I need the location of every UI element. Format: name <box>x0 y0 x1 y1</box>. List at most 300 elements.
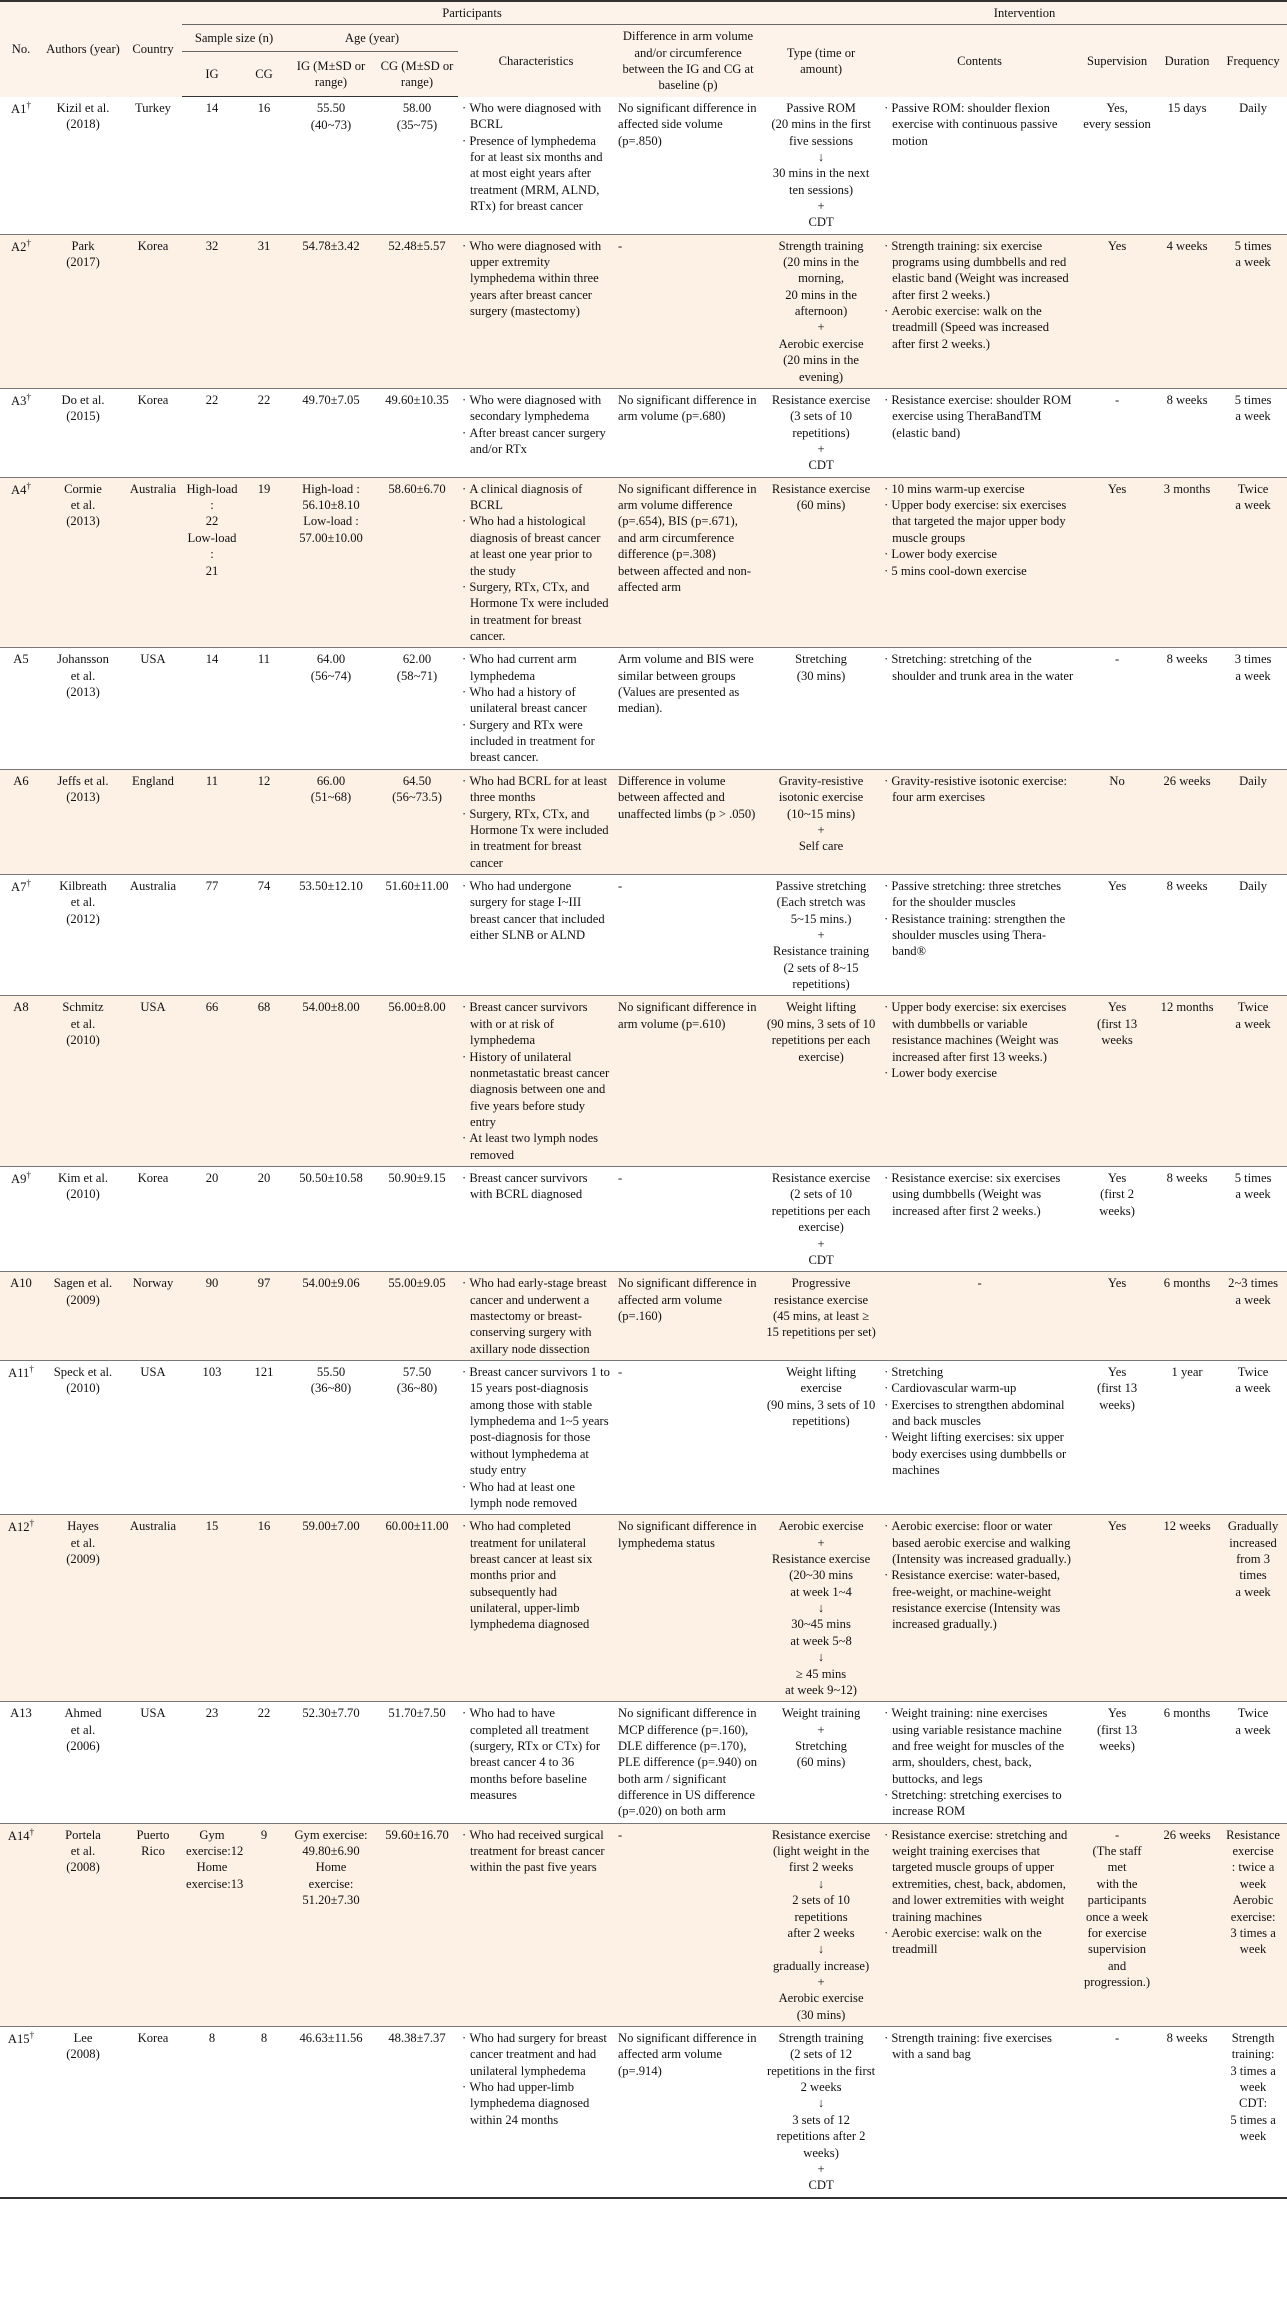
difference-cell <box>614 388 762 477</box>
type-cell <box>762 477 880 648</box>
text-line: CDT <box>808 2178 834 2193</box>
bullet-item: · Lower body exercise <box>884 1065 1075 1081</box>
authors-cell <box>42 996 124 1167</box>
text-line: + <box>817 1722 825 1737</box>
text-line: 16 <box>257 1519 271 1534</box>
text-line: 66.00 <box>316 773 346 788</box>
text-line: Self care <box>798 839 844 854</box>
contents-cell <box>880 97 1079 234</box>
text-line: ≥ 45 mins <box>795 1666 847 1681</box>
header-intervention: Intervention <box>762 1 1287 25</box>
text-line: (first 13 <box>1096 1722 1138 1737</box>
dagger-mark: † <box>26 237 31 248</box>
text-line: + <box>817 2161 825 2176</box>
header-age: Age (year) <box>286 25 458 52</box>
study-no-cell <box>0 1823 42 2026</box>
text-line: exercise: <box>1230 1909 1276 1924</box>
text-line: 56.00±8.00 <box>388 1000 446 1015</box>
text-line: - <box>618 1365 623 1380</box>
text-line: ↓ <box>817 1650 825 1665</box>
text-line: Jeffs et al. <box>57 773 109 788</box>
text-line: England <box>132 773 174 788</box>
text-line: Korea <box>137 392 169 407</box>
bullet-item: · Who were diagnosed with upper extremity lymphedema within three years after breast cancer surgery (mastectomy) <box>462 238 610 320</box>
duration-cell <box>1155 648 1219 770</box>
contents-cell <box>880 388 1079 477</box>
text-line: High-load : <box>186 481 238 513</box>
text-line: 50.50±10.58 <box>299 1171 363 1186</box>
text-line: Lee <box>73 2031 93 2046</box>
bullet-item: · Breast cancer survivors with or at risk of lymphedema <box>462 999 610 1048</box>
ig-age-cell <box>286 234 376 388</box>
bullet-item: · Surgery, RTx, CTx, and Hormone Tx were included in treatment for breast cancer <box>462 806 610 871</box>
text-line: (60 mins) <box>796 1755 846 1770</box>
frequency-cell <box>1219 97 1287 234</box>
authors-cell <box>42 769 124 874</box>
study-no-cell <box>0 1361 42 1515</box>
text-line: 97 <box>257 1276 271 1291</box>
supervision-cell <box>1079 1702 1155 1824</box>
dagger-mark: † <box>26 99 31 110</box>
text-line: Daily <box>1239 878 1268 893</box>
text-line: 62.00 <box>402 652 432 667</box>
text-line: (Each stretch was 5~15 mins.) <box>776 895 866 926</box>
text-line: 3 times a <box>1230 1925 1276 1940</box>
text-line: Kizil et al. <box>56 100 110 115</box>
contents-cell <box>880 2027 1079 2198</box>
ig-sample-cell <box>182 1361 242 1515</box>
text-line: 59.00±7.00 <box>302 1519 360 1534</box>
study-no-cell <box>0 1702 42 1824</box>
dagger-mark: † <box>26 877 31 888</box>
study-no-cell <box>0 648 42 770</box>
study-no: A14 <box>7 1828 30 1843</box>
cg-age-cell <box>376 769 458 874</box>
text-line: Home <box>315 1860 347 1875</box>
text-line: (35~75) <box>396 117 438 132</box>
table-row <box>0 1515 1287 1702</box>
text-line: 9 <box>260 1827 268 1842</box>
bullet-item: · Strength training: six exercise programs using dumbbells and red elastic band (Weight was increased after first 2 weeks.) <box>884 238 1075 303</box>
text-line: Twice <box>1237 1365 1269 1380</box>
bullet-item: · Stretching: stretching exercises to increase ROM <box>884 1787 1075 1820</box>
cg-sample-cell <box>242 1515 286 1702</box>
text-line: ↓ <box>817 2096 825 2111</box>
study-no: A7 <box>11 880 27 895</box>
type-cell <box>762 996 880 1167</box>
duration-cell <box>1155 769 1219 874</box>
cg-age-cell <box>376 388 458 477</box>
cg-sample-cell <box>242 1167 286 1272</box>
characteristics-cell <box>458 874 614 996</box>
text-line: (2010) <box>66 1187 100 1202</box>
text-line: weeks <box>1101 1033 1133 1048</box>
text-line: 14 <box>205 652 219 667</box>
text-line: and <box>1107 1958 1127 1973</box>
text-line: ↓ <box>817 1601 825 1616</box>
difference-cell <box>614 2027 762 2198</box>
authors-cell <box>42 1272 124 1361</box>
frequency-cell <box>1219 477 1287 648</box>
text-line: Twice <box>1237 1000 1269 1015</box>
study-no-cell <box>0 1167 42 1272</box>
text-line: a week <box>1235 409 1271 424</box>
cg-age-cell <box>376 97 458 234</box>
authors-cell <box>42 234 124 388</box>
text-line: (36~80) <box>396 1381 438 1396</box>
text-line: Australia <box>129 1519 177 1534</box>
text-line: (58~71) <box>396 668 438 683</box>
frequency-cell <box>1219 1515 1287 1702</box>
text-line: + <box>817 198 825 213</box>
bullet-item: · Stretching <box>884 1364 1075 1380</box>
cg-sample-cell <box>242 874 286 996</box>
text-line: progression.) <box>1084 1974 1151 1989</box>
cg-age-cell <box>376 1823 458 2026</box>
difference-cell <box>614 874 762 996</box>
bullet-item: · Who had BCRL for at least three months <box>462 773 610 806</box>
study-no-cell <box>0 874 42 996</box>
text-line: 51.60±11.00 <box>385 878 449 893</box>
ig-age-cell <box>286 1823 376 2026</box>
characteristics-cell <box>458 388 614 477</box>
frequency-cell <box>1219 769 1287 874</box>
text-line: weeks) <box>1099 1738 1135 1753</box>
text-line: (2008) <box>66 2047 100 2062</box>
text-line: Johansson <box>57 652 109 667</box>
ig-sample-cell <box>182 1167 242 1272</box>
text-line: Yes <box>1107 1365 1127 1380</box>
text-line: 22 <box>257 1706 271 1721</box>
bullet-item: · Resistance exercise: shoulder ROM exercise using TheraBandTM (elastic band) <box>884 392 1075 441</box>
text-line: (20 mins in the first five sessions <box>771 117 871 148</box>
text-line: 52.48±5.57 <box>388 238 446 253</box>
table-header <box>0 1 1287 97</box>
type-cell <box>762 234 880 388</box>
country-cell <box>124 1515 182 1702</box>
characteristics-cell <box>458 477 614 648</box>
ig-age-cell <box>286 97 376 234</box>
text-line: a week <box>1235 1381 1271 1396</box>
authors-cell <box>42 1702 124 1824</box>
text-line: Resistance exercise <box>771 1827 871 1842</box>
table-row <box>0 97 1287 234</box>
difference-cell <box>614 1361 762 1515</box>
text-line: 22 <box>205 392 219 407</box>
study-no: A15 <box>7 2032 30 2047</box>
header-supervision: Supervision <box>1079 25 1155 97</box>
text-line: 11 <box>205 773 219 788</box>
text-line: 46.63±11.56 <box>299 2031 363 2046</box>
difference-cell <box>614 648 762 770</box>
study-no: A11 <box>8 1366 30 1381</box>
text-line: first 2 weeks <box>788 1860 854 1875</box>
text-line: CDT <box>808 458 834 473</box>
text-line: Korea <box>137 1171 169 1186</box>
text-line: 15 <box>205 1519 219 1534</box>
text-line: - <box>618 878 623 893</box>
cg-age-cell <box>376 1702 458 1824</box>
text-line: for exercise <box>1087 1925 1147 1940</box>
text-line: 3 times <box>1234 652 1272 667</box>
text-line: 58.00 <box>402 101 432 116</box>
country-cell <box>124 769 182 874</box>
text-line: Strength training <box>778 2031 864 2046</box>
bullet-item: · Gravity-resistive isotonic exercise: four arm exercises <box>884 773 1075 806</box>
text-line: 59.60±16.70 <box>385 1827 449 1842</box>
study-no-cell <box>0 996 42 1167</box>
study-no-cell <box>0 97 42 234</box>
text-line: - <box>618 238 623 253</box>
characteristics-cell <box>458 648 614 770</box>
text-line: exercise <box>1232 1844 1274 1859</box>
country-cell <box>124 996 182 1167</box>
text-line: 66 <box>205 1000 219 1015</box>
table-row <box>0 1167 1287 1272</box>
text-line: (The staff met <box>1092 1844 1142 1875</box>
text-line: Strength <box>1231 2031 1275 2046</box>
text-line: + <box>817 1236 825 1251</box>
frequency-cell <box>1219 234 1287 388</box>
bullet-item: · Who had completed treatment for unilateral breast cancer at least six months prior and subsequently had unilateral, upper-limb lymphedema diagnosed <box>462 1518 610 1633</box>
difference-cell <box>614 1702 762 1824</box>
text-line: once a week <box>1085 1909 1149 1924</box>
supervision-cell <box>1079 1361 1155 1515</box>
text-line: training: <box>1231 2047 1275 2062</box>
bullet-item: · A clinical diagnosis of BCRL <box>462 481 610 514</box>
text-line: et al. <box>70 668 96 683</box>
text-line: Korea <box>137 2031 169 2046</box>
text-line: et al. <box>70 1722 96 1737</box>
authors-cell <box>42 1361 124 1515</box>
supervision-cell <box>1079 388 1155 477</box>
text-line: Low-load : <box>187 530 237 562</box>
text-line: 4 weeks <box>1166 238 1208 253</box>
text-line: Hayes <box>67 1519 99 1534</box>
text-line: USA <box>140 1000 166 1015</box>
authors-cell <box>42 2027 124 2198</box>
text-line: (2010) <box>66 1033 100 1048</box>
bullet-item: · Who had a history of unilateral breast cancer <box>462 684 610 717</box>
text-line: 12 weeks <box>1163 1519 1211 1534</box>
frequency-cell <box>1219 1702 1287 1824</box>
text-line: Resistance training <box>772 944 870 959</box>
text-line: 12 <box>257 773 271 788</box>
type-cell <box>762 1823 880 2026</box>
text-line: Low-load : <box>303 514 359 529</box>
bullet-item: · Exercises to strengthen abdominal and back muscles <box>884 1397 1075 1430</box>
text-line: after 2 weeks <box>787 1925 855 1940</box>
characteristics-cell <box>458 1823 614 2026</box>
ig-age-cell <box>286 1515 376 1702</box>
text-line: Stretching <box>795 652 847 667</box>
text-line: 16 <box>257 101 271 116</box>
text-line: a week <box>1235 668 1271 683</box>
type-cell <box>762 97 880 234</box>
country-cell <box>124 1167 182 1272</box>
bullet-item: · Resistance exercise: water-based, free-weight, or machine-weight resistance exercise (Intensity was increased gradually.) <box>884 1567 1075 1632</box>
text-line: Stretching <box>795 1738 847 1753</box>
text-line: 54.78±3.42 <box>302 238 360 253</box>
text-line: (2006) <box>66 1738 100 1753</box>
header-frequency: Frequency <box>1219 25 1287 97</box>
text-line: Yes <box>1107 1171 1127 1186</box>
bullet-item: · Lower body exercise <box>884 546 1075 562</box>
text-line: (2 sets of 8~15 repetitions) <box>783 960 859 992</box>
table-row <box>0 1823 1287 2026</box>
text-line: Aerobic exercise <box>778 336 864 351</box>
ig-sample-cell <box>182 477 242 648</box>
ig-sample-cell <box>182 874 242 996</box>
authors-cell <box>42 1167 124 1272</box>
text-line: No significant difference in lymphedema status <box>618 1519 757 1550</box>
text-line: Daily <box>1239 773 1268 788</box>
cg-sample-cell <box>242 2027 286 2198</box>
header-country: Country <box>124 1 182 97</box>
text-line: at week 1~4 <box>790 1584 852 1599</box>
characteristics-cell <box>458 2027 614 2198</box>
bullet-item: · Passive ROM: shoulder flexion exercise with continuous passive motion <box>884 100 1075 149</box>
table-row <box>0 996 1287 1167</box>
difference-cell <box>614 769 762 874</box>
text-line: 55.50 <box>316 101 346 116</box>
text-line: (first 13 <box>1096 1381 1138 1396</box>
text-line: : twice a week <box>1231 1860 1275 1891</box>
text-line: Resistance <box>1226 1827 1280 1842</box>
text-line: Norway <box>132 1276 174 1291</box>
study-no: A12 <box>7 1520 30 1535</box>
text-line: (90 mins, 3 sets of 10 repetitions) <box>766 1397 876 1429</box>
cg-age-cell <box>376 648 458 770</box>
header-ig-age: IG (M±SD or range) <box>286 51 376 96</box>
table-row <box>0 1361 1287 1515</box>
text-line: Yes <box>1107 238 1127 253</box>
contents-cell <box>880 234 1079 388</box>
text-line: Ahmed <box>64 1706 102 1721</box>
bullet-item: · Surgery and RTx were included in treatment for breast cancer. <box>462 717 610 766</box>
text-line: Passive ROM <box>786 100 856 115</box>
text-line: (2013) <box>66 514 100 529</box>
text-line: Yes <box>1107 1519 1127 1534</box>
text-line: from 3 times <box>1236 1551 1271 1583</box>
frequency-cell <box>1219 996 1287 1167</box>
text-line: No significant difference in arm volume (p=.680) <box>618 392 757 424</box>
text-line: (36~80) <box>310 1381 352 1396</box>
text-line: 31 <box>257 238 271 253</box>
authors-cell <box>42 477 124 648</box>
authors-cell <box>42 648 124 770</box>
text-line: (2 sets of 10 repetitions per each exercise) <box>771 1187 871 1235</box>
text-line: Resistance exercise <box>771 392 871 407</box>
cg-sample-cell <box>242 769 286 874</box>
text-line: 121 <box>254 1365 274 1380</box>
text-line: 49.70±7.05 <box>302 392 360 407</box>
header-ig-n: IG <box>182 51 242 96</box>
text-line: (30 mins) <box>796 668 846 683</box>
difference-cell <box>614 1823 762 2026</box>
text-line: 30~45 mins <box>791 1617 851 1632</box>
duration-cell <box>1155 477 1219 648</box>
text-line: 2~3 times <box>1228 1276 1278 1291</box>
header-participants: Participants <box>182 1 762 25</box>
study-no: A4 <box>11 482 27 497</box>
dagger-mark: † <box>29 2030 35 2041</box>
cg-age-cell <box>376 2027 458 2198</box>
header-duration: Duration <box>1155 25 1219 97</box>
text-line: 60.00±11.00 <box>385 1519 449 1534</box>
study-no: A13 <box>10 1706 32 1721</box>
supervision-cell <box>1079 477 1155 648</box>
text-line: Gravity-resistive isotonic exercise <box>778 773 864 805</box>
text-line: 14 <box>205 101 219 116</box>
cg-age-cell <box>376 1167 458 1272</box>
bullet-item: · Who had a histological diagnosis of breast cancer at least one year prior to the study <box>462 513 610 578</box>
bullet-item: · Who had current arm lymphedema <box>462 651 610 684</box>
supervision-cell <box>1079 1272 1155 1361</box>
table-row <box>0 874 1287 996</box>
supervision-cell <box>1079 769 1155 874</box>
supervision-cell <box>1079 874 1155 996</box>
characteristics-cell <box>458 234 614 388</box>
ig-age-cell <box>286 1702 376 1824</box>
contents-cell <box>880 1272 1079 1361</box>
table-row <box>0 388 1287 477</box>
study-no-cell <box>0 477 42 648</box>
header-type: Type (time or amount) <box>762 25 880 97</box>
text-line: Weight lifting <box>786 1000 857 1015</box>
text-line: Kilbreath <box>59 878 107 893</box>
text-line: 68 <box>257 1000 271 1015</box>
cg-sample-cell <box>242 1702 286 1824</box>
type-cell <box>762 874 880 996</box>
text-line: 64.00 <box>316 652 346 667</box>
text-line: 5 times <box>1234 238 1272 253</box>
text-line: 49.80±6.90 <box>302 1844 360 1859</box>
duration-cell <box>1155 234 1219 388</box>
text-line: (first 2 <box>1100 1187 1135 1202</box>
characteristics-cell <box>458 1167 614 1272</box>
text-line: week <box>1239 2129 1267 2144</box>
text-line: 3 sets of 12 repetitions after 2 weeks) <box>776 2112 866 2160</box>
bullet-item: · Resistance training: strengthen the shoulder muscles using Thera-band® <box>884 911 1075 960</box>
header-contents: Contents <box>880 25 1079 97</box>
study-no-cell <box>0 1515 42 1702</box>
text-line: a week <box>1235 1187 1271 1202</box>
text-line: Park <box>71 238 95 253</box>
text-line: exercise:13 <box>186 1876 244 1891</box>
text-line: ↓ <box>817 1942 825 1957</box>
text-line: increased <box>1229 1535 1277 1550</box>
cg-sample-cell <box>242 648 286 770</box>
text-line: - <box>977 1276 982 1291</box>
type-cell <box>762 2027 880 2198</box>
dagger-mark: † <box>26 480 31 491</box>
text-line: 6 months <box>1163 1276 1211 1291</box>
study-no-cell <box>0 769 42 874</box>
bullet-item: · Weight lifting exercises: six upper body exercises using dumbbells or machines <box>884 1429 1075 1478</box>
text-line: 64.50 <box>402 773 432 788</box>
text-line: 55.50 <box>316 1365 346 1380</box>
text-line: at week 5~8 <box>790 1633 852 1648</box>
text-line: Do et al. <box>61 392 105 407</box>
text-line: (2013) <box>66 685 100 700</box>
study-no: A1 <box>11 101 27 116</box>
text-line: (2009) <box>66 1292 100 1307</box>
text-line: Passive stretching <box>775 878 867 893</box>
ig-sample-cell <box>182 1823 242 2026</box>
text-line: No significant difference in affected arm volume (p=.160) <box>618 1276 757 1323</box>
text-line: 51.70±7.50 <box>388 1706 446 1721</box>
